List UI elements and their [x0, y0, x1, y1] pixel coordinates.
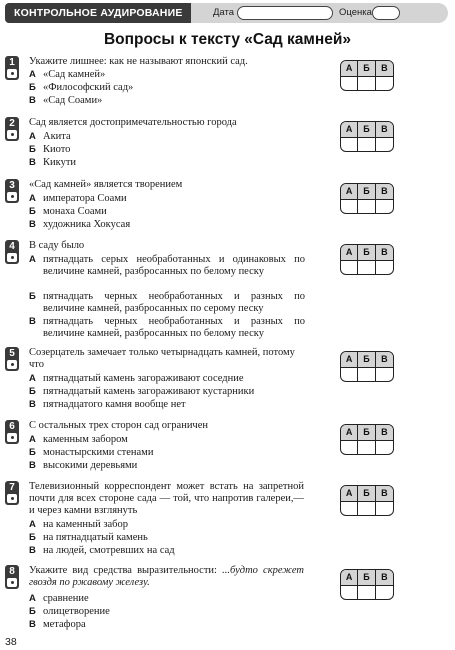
answer-cell-b[interactable] — [358, 441, 375, 454]
answer-cell-a[interactable] — [341, 138, 358, 151]
answer-grid: А Б В — [340, 244, 394, 275]
question-number-badge: 2 — [5, 117, 19, 141]
question-text: «Сад камней» является творением — [29, 179, 183, 190]
answer-cell-v[interactable] — [376, 368, 393, 381]
header-fields — [191, 3, 448, 23]
answer-cell-a[interactable] — [341, 368, 358, 381]
question-text: Телевизионный корреспондент может встать на запретной почти для всех стороне сада — той, что напротив галереи,— и через камни взглянуть — [29, 481, 304, 517]
quote-italic: ...будто скрежет гвоздя по ржавому железу. — [29, 565, 304, 589]
answer-cell-b[interactable] — [358, 368, 375, 381]
worksheet-header — [5, 3, 448, 23]
question-text: С остальных трех сторон сад ограничен — [29, 420, 208, 431]
answer-cell-b[interactable] — [358, 77, 375, 90]
section-title: КОНТРОЛЬНОЕ АУДИРОВАНИЕ — [5, 3, 191, 23]
question-number-badge: 5 — [5, 347, 19, 371]
question-text: Созерцатель замечает только четырнадцать камней, потому что — [29, 347, 295, 371]
page-title: Вопросы к тексту «Сад камней» — [103, 31, 352, 48]
answer-grid: А Б В — [340, 183, 394, 214]
question-text: Укажите лишнее: как не называют японский сад. — [29, 56, 248, 67]
question-text: В саду было — [29, 240, 85, 251]
answer-cell-a[interactable] — [341, 502, 358, 515]
question-text: Сад является достопримечательностью города — [29, 117, 237, 128]
bullet-icon — [11, 436, 14, 439]
bullet-icon — [11, 72, 14, 75]
answer-grid: А Б В — [340, 121, 394, 152]
bullet-icon — [11, 195, 14, 198]
answer-cell-v[interactable] — [376, 261, 393, 274]
answer-cell-v[interactable] — [376, 441, 393, 454]
answer-cell-v[interactable] — [376, 138, 393, 151]
answer-cell-b[interactable] — [358, 200, 375, 213]
bullet-icon — [11, 133, 14, 136]
answer-grid: А Б В — [340, 60, 394, 91]
question-number-badge: 6 — [5, 420, 19, 444]
page-number: 38 — [5, 636, 17, 648]
answer-cell-v[interactable] — [376, 586, 393, 599]
answer-cell-a[interactable] — [341, 200, 358, 213]
answer-cell-a[interactable] — [341, 77, 358, 90]
question-number-badge: 7 — [5, 481, 19, 505]
answer-grid: А Б В — [340, 569, 394, 600]
answer-cell-b[interactable] — [358, 138, 375, 151]
answer-cell-v[interactable] — [376, 77, 393, 90]
grade-label: Оценка — [339, 7, 372, 18]
question-number-badge: 3 — [5, 179, 19, 203]
bullet-icon — [11, 256, 14, 259]
date-field[interactable] — [237, 6, 333, 20]
question-number-badge: 1 — [5, 56, 19, 80]
bullet-icon — [11, 363, 14, 366]
date-label: Дата — [213, 7, 235, 18]
question-number-badge: 8 — [5, 565, 19, 589]
answer-cell-v[interactable] — [376, 200, 393, 213]
answer-grid: А Б В — [340, 351, 394, 382]
answer-cell-v[interactable] — [376, 502, 393, 515]
answer-grid: А Б В — [340, 485, 394, 516]
bullet-icon — [11, 581, 14, 584]
question-number-badge: 4 — [5, 240, 19, 264]
grade-field[interactable] — [372, 6, 400, 20]
answer-cell-a[interactable] — [341, 441, 358, 454]
answer-cell-b[interactable] — [358, 261, 375, 274]
answer-grid: А Б В — [340, 424, 394, 455]
answer-cell-b[interactable] — [358, 586, 375, 599]
answer-cell-a[interactable] — [341, 261, 358, 274]
answer-cell-a[interactable] — [341, 586, 358, 599]
question-text: Укажите вид средства выразительности: ...будто скрежет гвоздя по ржавому железу. — [29, 565, 304, 589]
bullet-icon — [11, 497, 14, 500]
answer-cell-b[interactable] — [358, 502, 375, 515]
